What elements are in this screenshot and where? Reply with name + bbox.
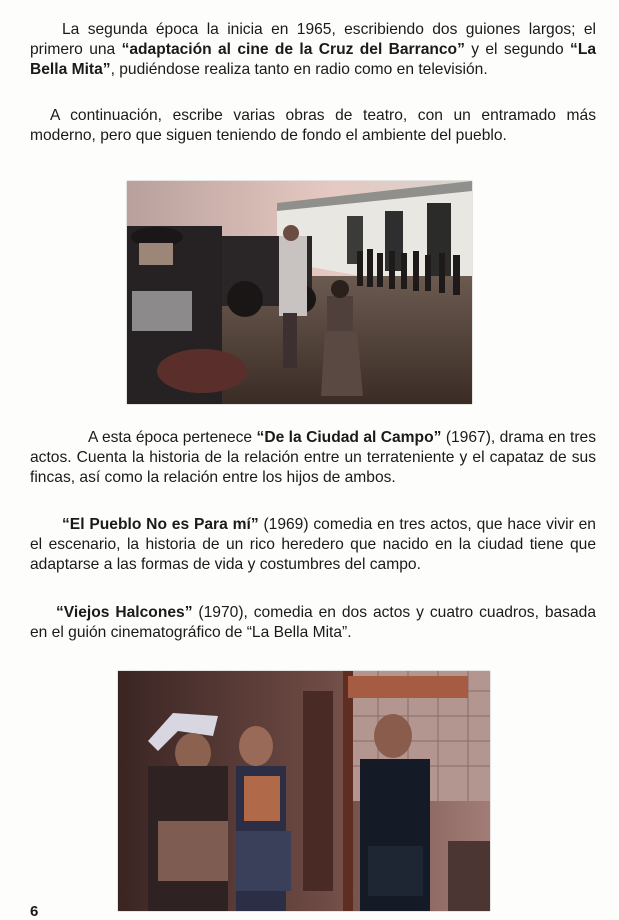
p5-text-c: (1970), comedia en dos actos y cuatro cuadros, basada en el guión cinematográfico de “La Bella Mita”.: [30, 604, 596, 641]
p3-text-c: (1967), drama en tres actos. Cuenta la historia de la relación entre un terrateniente y el capataz de sus fincas, así como la relación entre los hijos de ambos.: [30, 429, 597, 486]
page-number: 6: [30, 903, 39, 920]
p5-title-viejos-halcones: “Viejos Halcones”: [56, 604, 193, 621]
p1-text-c: y el segundo: [464, 41, 571, 58]
p3-title-de-la-ciudad-al-campo: “De la Ciudad al Campo”: [256, 429, 442, 446]
paragraph-2: A continuación, escribe varias obras de teatro, con un entramado más moderno, pero que siguen teniendo de fondo el ambiente del pueblo.: [30, 107, 596, 144]
paragraph-1: [30, 20, 596, 80]
p1-text-a: La segunda época la inicia en 1965, escribiendo dos guiones largos; el primero una: [30, 21, 596, 58]
street-scene-image: [127, 181, 472, 404]
paragraph-3: [30, 428, 596, 488]
p4-title-el-pueblo-no-es-para-mi: “El Pueblo No es Para mí”: [62, 516, 259, 533]
street-scene-photo: [127, 181, 472, 404]
paragraph-4: [30, 515, 596, 575]
indoor-scene-photo: [118, 671, 490, 911]
p3-text-a: A esta época pertenece: [88, 429, 257, 446]
p1-title-cruz-del-barranco: “adaptación al cine de la Cruz del Barranco”: [121, 41, 465, 58]
p1-title-la-bella-mita: “La Bella Mita”: [30, 41, 597, 78]
p4-text-c: (1969) comedia en tres actos, que hace vivir en el escenario, la historia de un rico heredero que nacido en la ciudad tiene que adaptarse a las formas de vida y costumbres del campo.: [30, 516, 596, 573]
paragraph-5: [30, 603, 596, 643]
indoor-scene-image: [118, 671, 490, 911]
p1-text-e: , pudiéndose realiza tanto en radio como en televisión.: [110, 61, 488, 78]
